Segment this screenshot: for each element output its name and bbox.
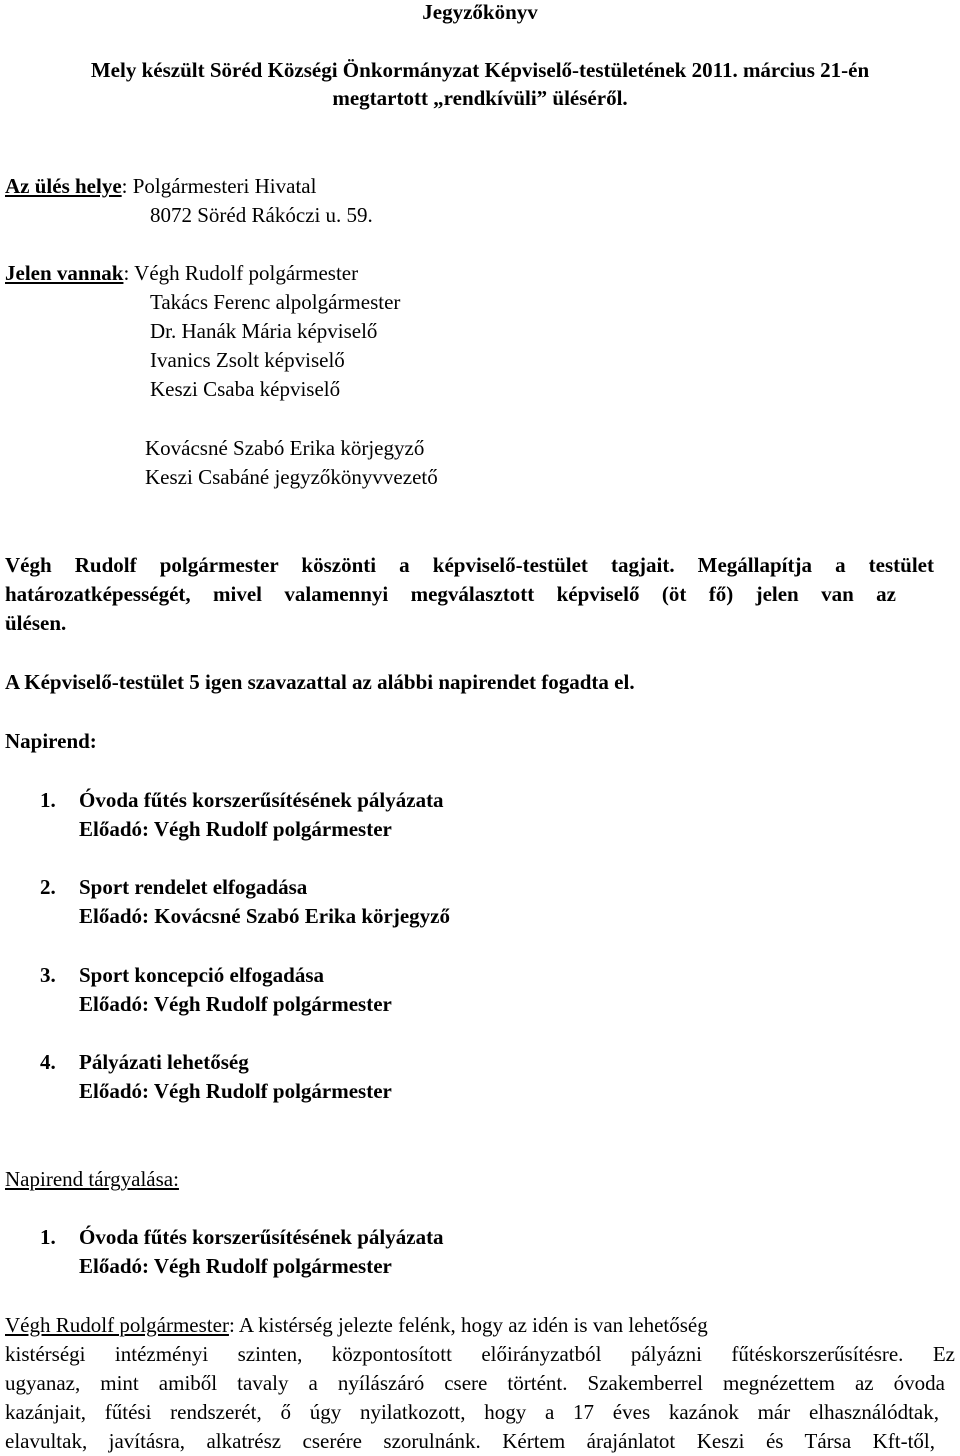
present-line xyxy=(5,259,358,288)
document-title: Jegyzőkönyv xyxy=(422,0,538,24)
agenda-item-title: Sport rendelet elfogadása xyxy=(79,875,308,899)
venue-label: Az ülés helye xyxy=(5,174,122,198)
agenda-item-title: Sport koncepció elfogadása xyxy=(79,963,325,987)
venue-value: : Polgármesteri Hivatal xyxy=(121,174,317,198)
venue-line xyxy=(5,172,316,201)
discussion-item-presenter: Előadó: Végh Rudolf polgármester xyxy=(79,1254,392,1278)
vote-result: A Képviselő-testület 5 igen szavazattal az alábbi napirendet fogadta el. xyxy=(5,670,635,694)
present-member: Ivanics Zsolt képviselő xyxy=(150,348,345,372)
agenda-item-presenter: Előadó: Végh Rudolf polgármester xyxy=(79,817,392,841)
venue-address: 8072 Söréd Rákóczi u. 59. xyxy=(150,203,373,227)
agenda-item-number: 1. xyxy=(40,788,56,812)
present-member: Keszi Csaba képviselő xyxy=(150,377,341,401)
agenda-heading: Napirend: xyxy=(5,729,97,753)
speech-line-1 xyxy=(5,1311,708,1340)
agenda-item-number: 3. xyxy=(40,963,56,987)
speech-speaker: Végh Rudolf polgármester xyxy=(5,1313,229,1337)
agenda-item-title: Pályázati lehetőség xyxy=(79,1050,249,1074)
subtitle-line-2: megtartott „rendkívüli” üléséről. xyxy=(332,86,628,110)
opening-line-2: határozatképességét, mivel valamennyi megválasztott képviselő (öt fő) jelen van az xyxy=(5,582,896,606)
present-staff: Keszi Csabáné jegyzőkönyvvezető xyxy=(145,465,438,489)
present-member: Dr. Hanák Mária képviselő xyxy=(150,319,378,343)
speech-line-3: ugyanaz, mint amiből tavaly a nyílászáró csere történt. Szakemberrel megnézettem az óvoda xyxy=(5,1371,945,1395)
agenda-item-number: 2. xyxy=(40,875,56,899)
speech-line-4: kazánjait, fűtési rendszerét, ő úgy nyilatkozott, hogy a 17 éves kazánok már elhasználódtak, xyxy=(5,1400,939,1424)
present-label: Jelen vannak xyxy=(5,261,124,285)
speech-text: : A kistérség jelezte felénk, hogy az idén is van lehetőség xyxy=(228,1313,708,1337)
present-member: Takács Ferenc alpolgármester xyxy=(150,290,401,314)
agenda-item-presenter: Előadó: Végh Rudolf polgármester xyxy=(79,1079,392,1103)
discussion-heading: Napirend tárgyalása: xyxy=(5,1167,179,1191)
agenda-item-number: 4. xyxy=(40,1050,56,1074)
speech-line-5: elavultak, javításra, alkatrész cserére szorulnánk. Kértem árajánlatot Keszi és Társa Kft-től, xyxy=(5,1429,935,1453)
opening-line-1: Végh Rudolf polgármester köszönti a képviselő-testület tagjait. Megállapítja a testület xyxy=(5,553,934,577)
subtitle-line-1: Mely készült Söréd Községi Önkormányzat Képviselő-testületének 2011. március 21-én xyxy=(90,58,870,82)
agenda-item-presenter: Előadó: Végh Rudolf polgármester xyxy=(79,992,392,1016)
discussion-item-title: Óvoda fűtés korszerűsítésének pályázata xyxy=(79,1225,444,1249)
opening-line-3: ülésen. xyxy=(5,611,67,635)
discussion-item-number: 1. xyxy=(40,1225,56,1249)
present-first: : Végh Rudolf polgármester xyxy=(123,261,359,285)
speech-line-2: kistérségi intézményi szinten, központosított előirányzatból pályázni fűtéskorszerűsítésre. Ez xyxy=(5,1342,955,1366)
agenda-item-presenter: Előadó: Kovácsné Szabó Erika körjegyző xyxy=(79,904,450,928)
present-staff: Kovácsné Szabó Erika körjegyző xyxy=(145,436,425,460)
agenda-item-title: Óvoda fűtés korszerűsítésének pályázata xyxy=(79,788,444,812)
